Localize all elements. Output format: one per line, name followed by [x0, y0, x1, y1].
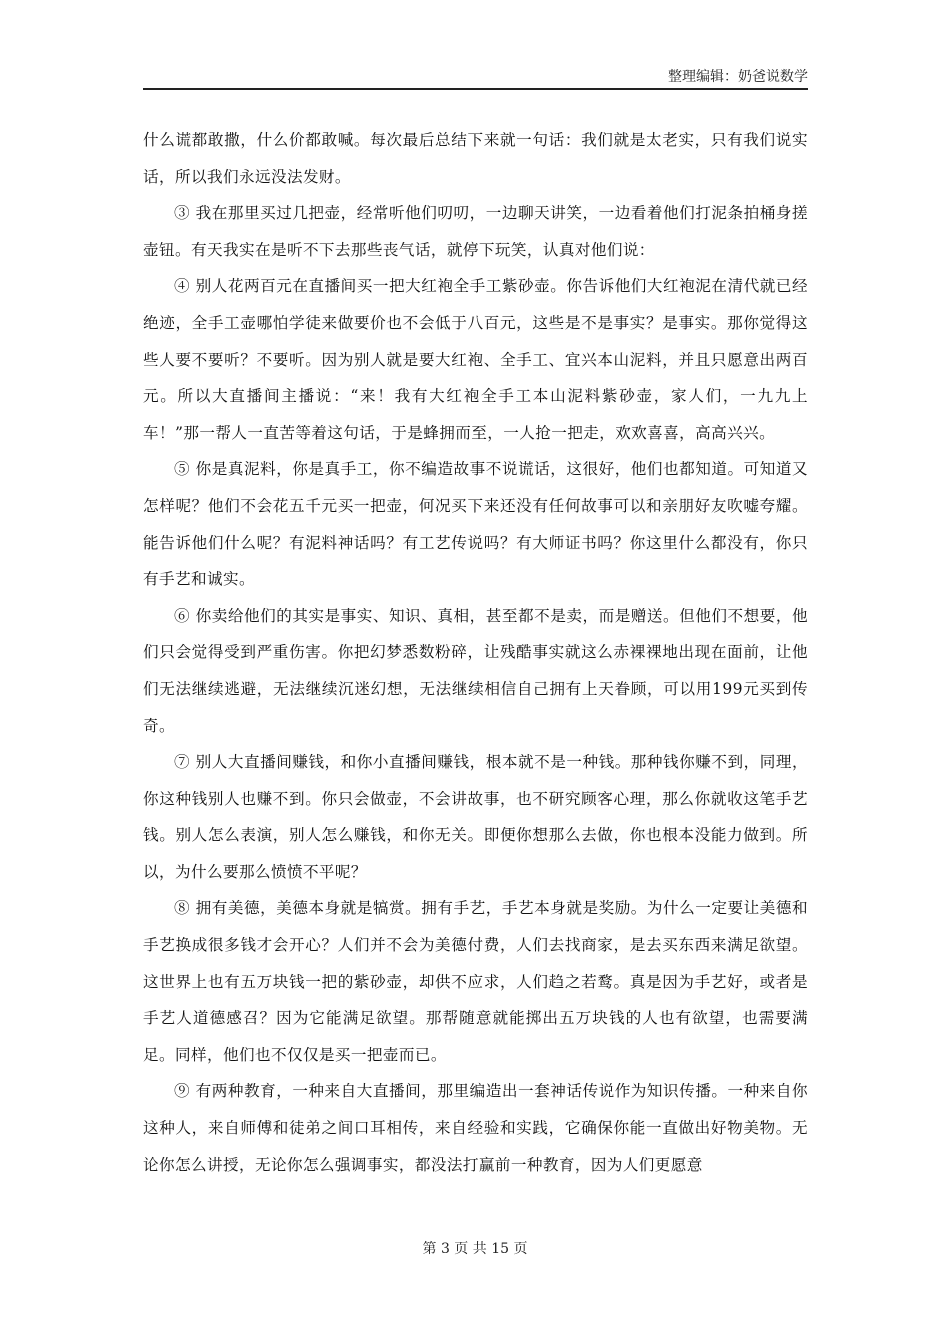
- paragraph-3: ③ 我在那里买过几把壶，经常听他们叨叨，一边聊天讲笑，一边看着他们打泥条拍桶身搓壶钮。有天我实在是听不下去那些丧气话，就停下玩笑，认真对他们说：: [143, 204, 808, 259]
- paragraph-9: ⑨ 有两种教育，一种来自大直播间，那里编造出一套神话传说作为知识传播。一种来自你这种人，来自师傅和徒弟之间口耳相传，来自经验和实践，它确保你能一直做出好物美物。无论你怎么讲授，无论你怎么强调事实，都没法打赢前一种教育，因为人们更愿意: [143, 1082, 808, 1174]
- paragraph-8: ⑧ 拥有美德，美德本身就是犒赏。拥有手艺，手艺本身就是奖励。为什么一定要让美德和手艺换成很多钱才会开心？人们并不会为美德付费，人们去找商家，是去买东西来满足欲望。这世界上也有五万块钱一把的紫砂壶，却供不应求，人们趋之若鹜。真是因为手艺好，或者是手艺人道德感召？因为它能满足欲望。那帮随意就能掷出五万块钱的人也有欲望，也需要满足。同样，他们也不仅仅是买一把壶而已。: [143, 899, 808, 1064]
- article-body: [143, 122, 808, 1183]
- header-editor-label: 整理编辑：奶爸说数学: [668, 69, 808, 85]
- page-header: [143, 60, 808, 90]
- paragraph-4: ④ 别人花两百元在直播间买一把大红袍全手工紫砂壶。你告诉他们大红袍泥在清代就已经绝迹，全手工壶哪怕学徒来做要价也不会低于八百元，这些是不是事实？是事实。那你觉得这些人要不要听？不要听。因为别人就是要大红袍、全手工、宜兴本山泥料，并且只愿意出两百元。所以大直播间主播说：“来！我有大红袍全手工本山泥料紫砂壶，家人们，一九九上车！”那一帮人一直苦等着这句话，于是蜂拥而至，一人抢一把走，欢欢喜喜，高高兴兴。: [143, 277, 808, 442]
- page-footer: [0, 1238, 950, 1258]
- paragraph-6: ⑥ 你卖给他们的其实是事实、知识、真相，甚至都不是卖，而是赠送。但他们不想要，他们只会觉得受到严重伤害。你把幻梦悉数粉碎，让残酷事实就这么赤裸裸地出现在面前，让他们无法继续逃避，无法继续沉迷幻想，无法继续相信自己拥有上天眷顾，可以用199元买到传奇。: [143, 606, 808, 735]
- paragraph-5: ⑤ 你是真泥料，你是真手工，你不编造故事不说谎话，这很好，他们也都知道。可知道又怎样呢？他们不会花五千元买一把壶，何况买下来还没有任何故事可以和亲朋好友吹嘘夸耀。能告诉他们什么呢？有泥料神话吗？有工艺传说吗？有大师证书吗？你这里什么都没有，你只有手艺和诚实。: [143, 460, 808, 589]
- page-number: 第 3 页 共 15 页: [422, 1241, 528, 1257]
- paragraph-7: ⑦ 别人大直播间赚钱，和你小直播间赚钱，根本就不是一种钱。那种钱你赚不到，同理，你这种钱别人也赚不到。你只会做壶，不会讲故事，也不研究顾客心理，那么你就收这笔手艺钱。别人怎么表演，别人怎么赚钱，和你无关。即便你想那么去做，你也根本没能力做到。所以，为什么要那么愤愤不平呢？: [143, 753, 808, 881]
- paragraph-continuation: 什么谎都敢撒，什么价都敢喊。每次最后总结下来就一句话：我们就是太老实，只有我们说实话，所以我们永远没法发财。: [143, 131, 808, 186]
